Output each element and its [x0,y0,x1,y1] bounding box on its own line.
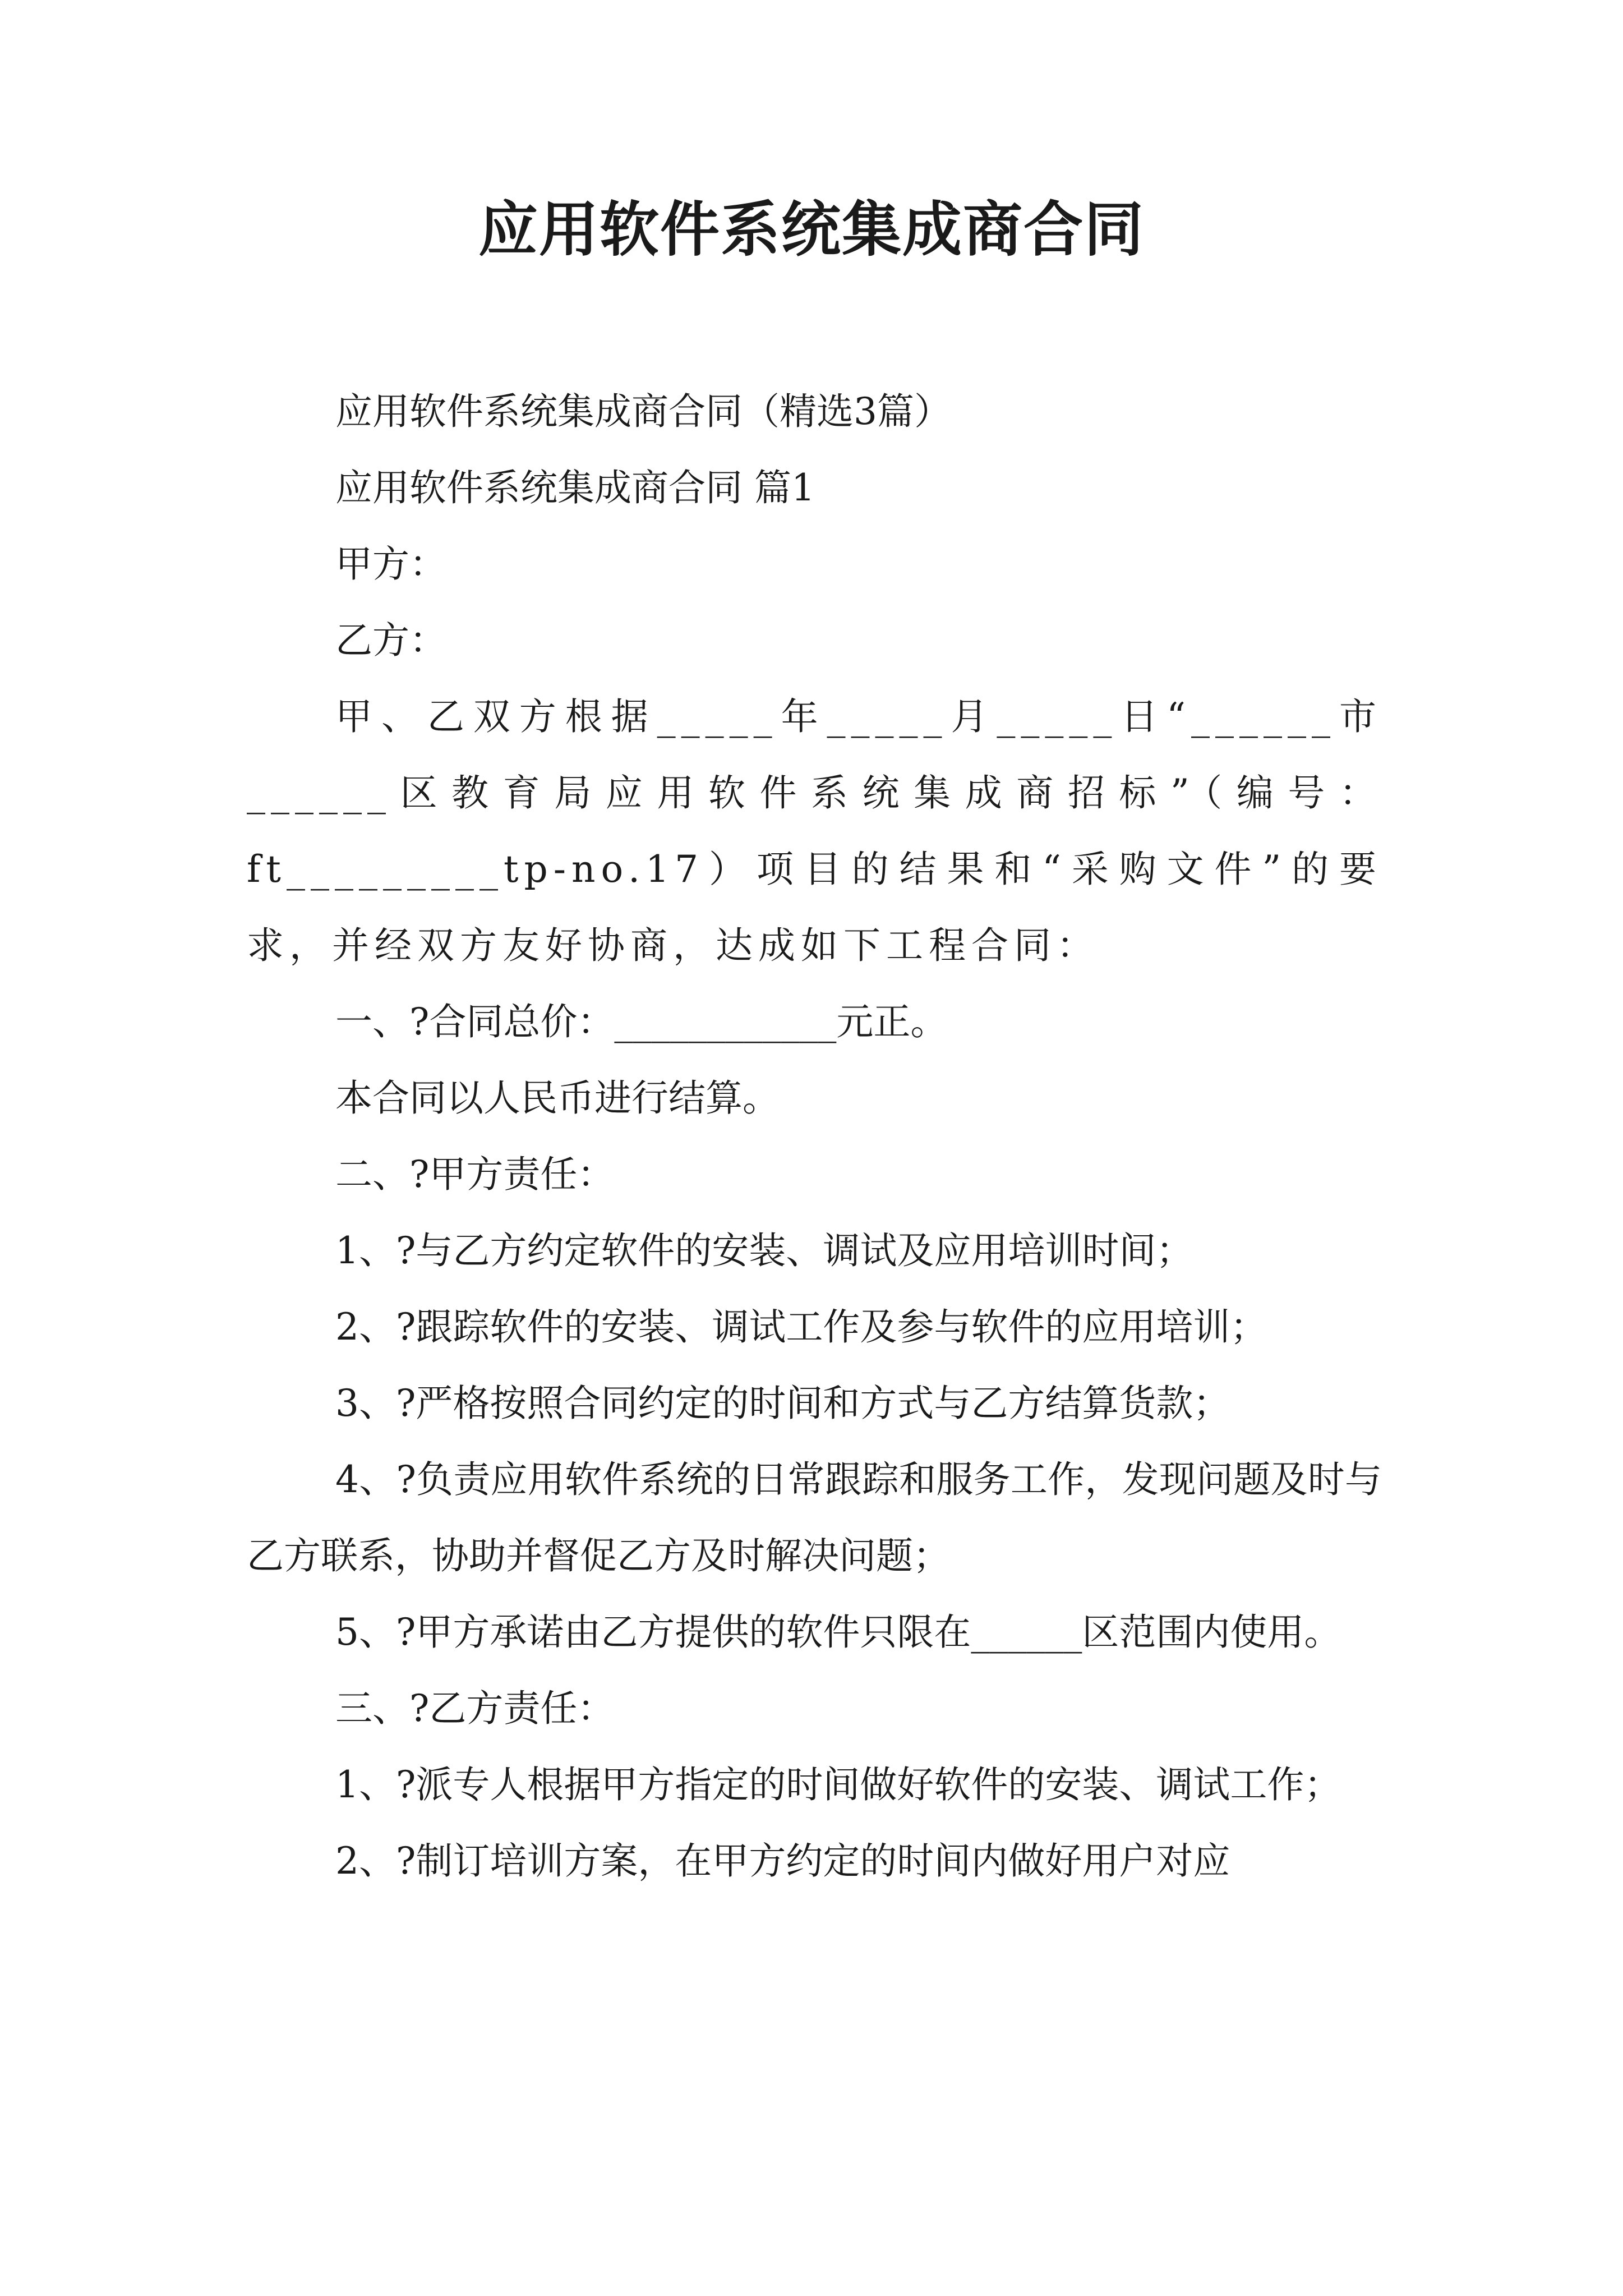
paragraph-party-b: 乙方： [335,619,446,662]
paragraph-party-a-duty-2: 2、?跟踪软件的安装、调试工作及参与软件的应用培训； [335,1305,1267,1349]
paragraph-section-heading: 应用软件系统集成商合同 篇1 [335,466,815,509]
paragraph-currency: 本合同以人民币进行结算。 [335,1076,780,1120]
paragraph-total-price: 一、?合同总价：____________元正。 [335,1000,948,1043]
paragraph-party-b-duties-heading: 三、?乙方责任： [335,1687,615,1730]
paragraph-party-b-duty-1: 1、?派专人根据甲方指定的时间做好软件的安装、调试工作； [335,1763,1341,1806]
paragraph-party-a-duty-3: 3、?严格按照合同约定的时间和方式与乙方结算货款； [335,1382,1230,1425]
document-title: 应用软件系统集成商合同 [478,195,1145,264]
paragraph-subtitle: 应用软件系统集成商合同（精选3篇） [335,390,951,433]
paragraph-party-a: 甲方： [335,542,446,586]
paragraph-party-b-duty-2: 2、?制订培训方案，在甲方约定的时间内做好用户对应 [335,1839,1230,1883]
paragraph-party-a-duties-heading: 二、?甲方责任： [335,1153,615,1196]
paragraph-party-a-duty-5: 5、?甲方承诺由乙方提供的软件只限在______区范围内使用。 [335,1611,1341,1654]
paragraph-party-a-duty-1: 1、?与乙方约定软件的安装、调试及应用培训时间； [335,1229,1193,1272]
paragraph-party-a-duty-4: 4、?负责应用软件系统的日常跟踪和服务工作，发现问题及时与乙方联系，协助并督促乙方及时解决问题； [247,1458,1382,1577]
paragraph-preamble: 甲、乙双方根据_____年_____月_____日“______市______区教育局应用软件系统集成商招标”（编号：ft_________tp-no.17）项目的结果和“采购文件”的要求，并经双方友好协商，达成如下工程合同： [247,695,1382,967]
document-body [247,374,1382,1899]
